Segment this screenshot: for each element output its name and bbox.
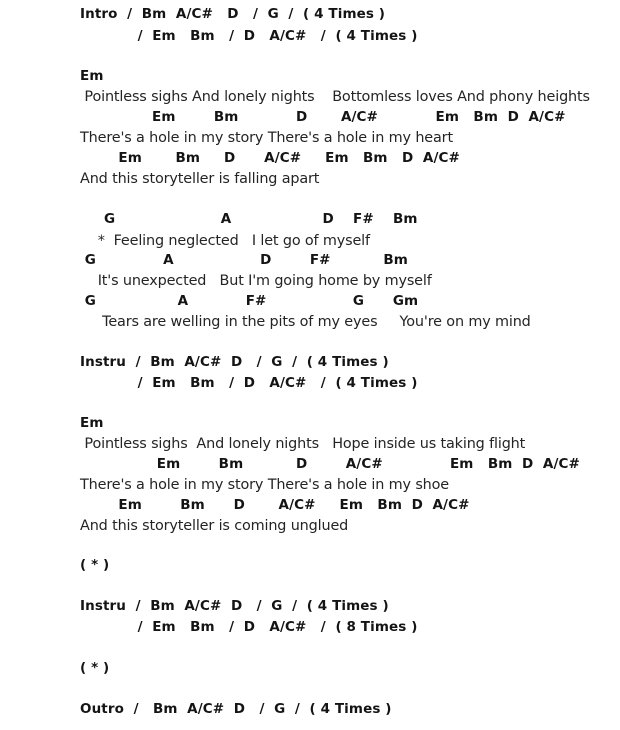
chord-line: Em Bm D A/C# Em Bm D A/C# <box>80 497 470 513</box>
chord-line: Instru / Bm A/C# D / G / ( 4 Times ) <box>80 354 389 370</box>
chord-line: / Em Bm / D A/C# / ( 4 Times ) <box>80 375 418 391</box>
lyric-line: There's a hole in my story There's a hole in my heart <box>80 130 453 146</box>
lyric-line: Pointless sighs And lonely nights Hope inside us taking flight <box>80 436 526 452</box>
chord-line: Em Bm D A/C# Em Bm D A/C# <box>80 109 566 125</box>
chord-line: ( * ) <box>80 660 110 676</box>
lyric-line: And this storyteller is falling apart <box>80 171 320 187</box>
chord-line: Em Bm D A/C# Em Bm D A/C# <box>80 456 580 472</box>
chord-line: Intro / Bm A/C# D / G / ( 4 Times ) <box>80 6 386 22</box>
lyric-line: And this storyteller is coming unglued <box>80 518 349 534</box>
lyric-line: Pointless sighs And lonely nights Bottomless loves And phony heights <box>80 89 590 105</box>
chord-line: G A F# G Gm <box>80 293 419 309</box>
chord-line: / Em Bm / D A/C# / ( 8 Times ) <box>80 619 418 635</box>
chord-line: / Em Bm / D A/C# / ( 4 Times ) <box>80 28 418 44</box>
chord-line: ( * ) <box>80 557 110 573</box>
chord-line: G A D F# Bm <box>80 211 418 227</box>
chord-line: Em Bm D A/C# Em Bm D A/C# <box>80 150 460 166</box>
lyric-line: * Feeling neglected I let go of myself <box>80 233 370 249</box>
lyric-line: There's a hole in my story There's a hole in my shoe <box>80 477 450 493</box>
chord-line: Em <box>80 415 104 431</box>
lyric-line: It's unexpected But I'm going home by myself <box>80 273 432 289</box>
chord-line: Em <box>80 68 104 84</box>
lyric-line: Tears are welling in the pits of my eyes You're on my mind <box>80 314 531 330</box>
chord-line: Outro / Bm A/C# D / G / ( 4 Times ) <box>80 701 392 717</box>
chord-line: Instru / Bm A/C# D / G / ( 4 Times ) <box>80 598 389 614</box>
chord-line: G A D F# Bm <box>80 252 408 268</box>
